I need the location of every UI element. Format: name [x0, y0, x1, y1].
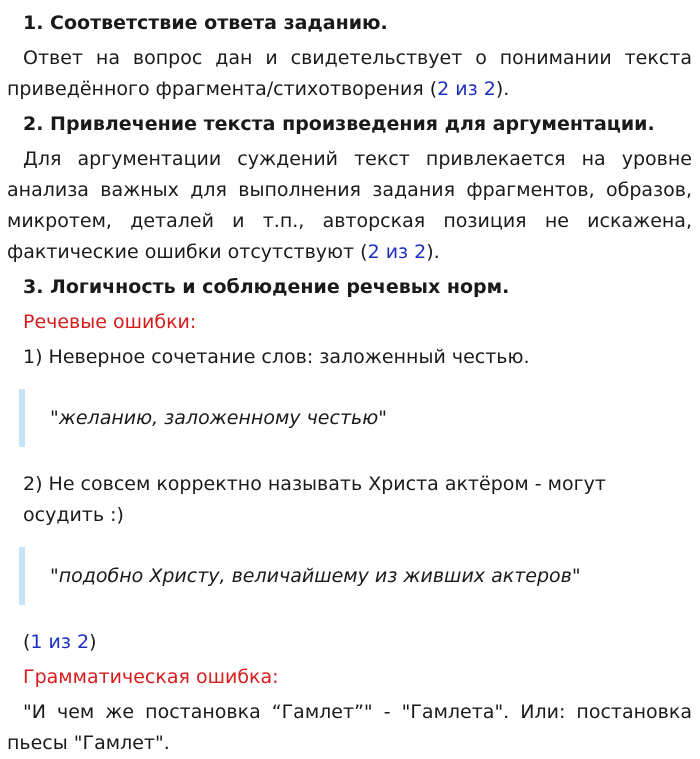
criterion-2-body: Для аргументации суждений текст привлекается на уровне анализа важных для выполнения задания фрагментов, образов, микротем, деталей и т.п., авторская позиция не искажена, фактические ошибки отсутствуют ( — [7, 148, 692, 263]
criterion-1-score: 2 из 2 — [437, 78, 496, 100]
speech-error-1: 1) Неверное сочетание слов: заложенный честью. — [23, 346, 530, 368]
quote-1-text: "желанию, заложенному честью" — [50, 407, 387, 429]
grammar-error-label: Грамматическая ошибка: — [23, 666, 279, 688]
criterion-2-title: 2. Привлечение текста произведения для аргументации. — [23, 113, 655, 135]
criterion-2-tail: ). — [426, 241, 440, 263]
criterion-1-body: Ответ на вопрос дан и свидетельствует о понимании текста приведённого фрагмента/стихотворения ( — [7, 47, 692, 100]
criterion-3-score: 1 из 2 — [30, 631, 90, 653]
speech-error-2: 2) Не совсем корректно называть Христа актёром - могут осудить :) — [23, 473, 606, 526]
criterion-2-score: 2 из 2 — [367, 241, 427, 263]
criterion-3-score-close: ) — [89, 631, 97, 653]
quote-block-1 — [19, 389, 692, 447]
criterion-3-score-line — [7, 627, 692, 658]
criterion-1-text — [7, 43, 692, 105]
grammar-error-text: "И чем же постановка “Гамлет”" - "Гамлета". Или: постановка пьесы "Гамлет". — [7, 701, 692, 754]
speech-errors-label: Речевые ошибки: — [23, 311, 197, 333]
criterion-1-title: 1. Соответствие ответа заданию. — [23, 12, 388, 34]
criterion-3-score-open: ( — [23, 631, 31, 653]
criterion-3-title: 3. Логичность и соблюдение речевых норм. — [23, 276, 510, 298]
criterion-2-text — [7, 144, 692, 268]
criterion-1-tail: ). — [495, 78, 510, 100]
quote-2-text: "подобно Христу, величайшему из живших актеров" — [50, 565, 581, 587]
quote-block-2 — [19, 547, 692, 605]
